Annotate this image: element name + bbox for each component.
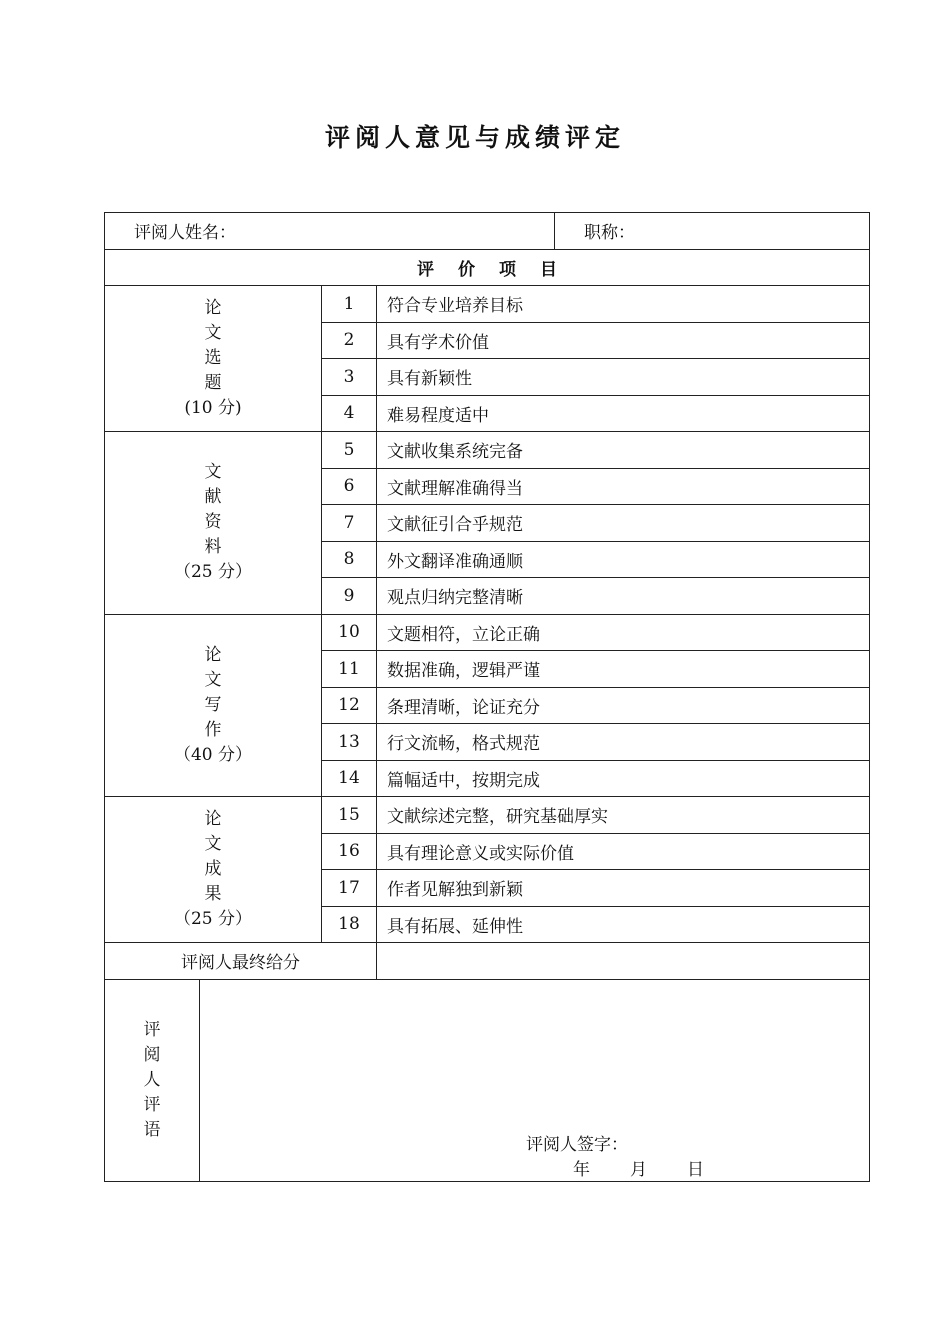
category-char: 文 xyxy=(204,834,222,854)
item-number: 8 xyxy=(322,541,377,578)
category-char: 论 xyxy=(204,298,222,318)
item-text: 行文流畅，格式规范 xyxy=(377,724,870,761)
evaluation-items-header: 评 价 项 目 xyxy=(105,249,870,286)
page-title: 评阅人意见与成绩评定 xyxy=(324,123,625,152)
comments-row xyxy=(105,979,870,1181)
category-char: 作 xyxy=(204,719,222,740)
item-text: 文题相符，立论正确 xyxy=(377,614,870,651)
item-number: 3 xyxy=(322,359,377,396)
final-score-label: 评阅人最终给分 xyxy=(105,943,377,980)
item-text: 文献征引合乎规范 xyxy=(377,505,870,542)
job-title-field[interactable] xyxy=(555,213,870,250)
item-number: 17 xyxy=(322,870,377,907)
item-text: 文献收集系统完备 xyxy=(377,432,870,469)
evaluation-form xyxy=(104,212,870,1182)
item-text: 具有新颖性 xyxy=(377,359,870,396)
date-year-label: 年 xyxy=(573,1159,590,1180)
item-number: 15 xyxy=(322,797,377,834)
item-text: 难易程度适中 xyxy=(377,395,870,432)
category-weight: （25 分） xyxy=(173,909,253,929)
item-number: 12 xyxy=(322,687,377,724)
category-char: 资 xyxy=(204,512,222,533)
category-char: 料 xyxy=(204,537,222,558)
reviewer-info-row xyxy=(105,213,870,250)
category-char: 选 xyxy=(204,348,222,368)
category-char: 文 xyxy=(204,462,222,483)
date-line xyxy=(573,1155,744,1180)
item-text: 具有学术价值 xyxy=(377,322,870,359)
item-number: 6 xyxy=(322,468,377,505)
category-char: 论 xyxy=(204,644,222,665)
item-text: 符合专业培养目标 xyxy=(377,286,870,323)
evaluation-item-row xyxy=(105,797,870,834)
signature-label: 评阅人签字： xyxy=(526,1134,628,1155)
category-char: 果 xyxy=(204,884,222,904)
category-char: 献 xyxy=(204,487,222,508)
category-weight: （25 分） xyxy=(173,562,253,583)
item-text: 观点归纳完整清晰 xyxy=(377,578,870,615)
category-char: 论 xyxy=(204,809,222,829)
item-number: 18 xyxy=(322,906,377,943)
category-char: 成 xyxy=(204,859,222,879)
item-number: 9 xyxy=(322,578,377,615)
reviewer-name-field[interactable] xyxy=(105,213,555,250)
category-char: 写 xyxy=(204,694,222,715)
comments-label: 评 阅 人 评 语 xyxy=(105,979,200,1181)
item-text: 文献理解准确得当 xyxy=(377,468,870,505)
category-char: 文 xyxy=(204,669,222,690)
category-char: 题 xyxy=(204,373,222,393)
item-number: 7 xyxy=(322,505,377,542)
category-weight: (10 分) xyxy=(184,398,242,418)
item-text: 外文翻译准确通顺 xyxy=(377,541,870,578)
item-number: 10 xyxy=(322,614,377,651)
category-weight: （40 分） xyxy=(173,744,253,765)
header-row xyxy=(105,249,870,286)
item-text: 文献综述完整，研究基础厚实 xyxy=(377,797,870,834)
job-title-label: 职称： xyxy=(584,223,635,244)
final-score-row xyxy=(105,943,870,980)
final-score-field[interactable] xyxy=(377,943,870,980)
item-number: 2 xyxy=(322,322,377,359)
category-label xyxy=(105,797,322,943)
item-number: 13 xyxy=(322,724,377,761)
category-char: 文 xyxy=(204,323,222,343)
comments-field[interactable] xyxy=(200,979,870,1181)
item-number: 4 xyxy=(322,395,377,432)
item-number: 1 xyxy=(322,286,377,323)
item-number: 16 xyxy=(322,833,377,870)
evaluation-item-row xyxy=(105,286,870,323)
item-text: 条理清晰，论证充分 xyxy=(377,687,870,724)
item-text: 具有拓展、延伸性 xyxy=(377,906,870,943)
item-text: 数据准确，逻辑严谨 xyxy=(377,651,870,688)
date-month-label: 月 xyxy=(630,1159,647,1180)
reviewer-name-label: 评阅人姓名： xyxy=(134,223,236,244)
item-text: 具有理论意义或实际价值 xyxy=(377,833,870,870)
evaluation-item-row xyxy=(105,432,870,469)
category-label xyxy=(105,286,322,432)
evaluation-item-row xyxy=(105,614,870,651)
item-number: 14 xyxy=(322,760,377,797)
item-number: 5 xyxy=(322,432,377,469)
item-number: 11 xyxy=(322,651,377,688)
item-text: 作者见解独到新颖 xyxy=(377,870,870,907)
date-day-label: 日 xyxy=(687,1159,704,1180)
category-label xyxy=(105,614,322,797)
category-label xyxy=(105,432,322,615)
item-text: 篇幅适中，按期完成 xyxy=(377,760,870,797)
